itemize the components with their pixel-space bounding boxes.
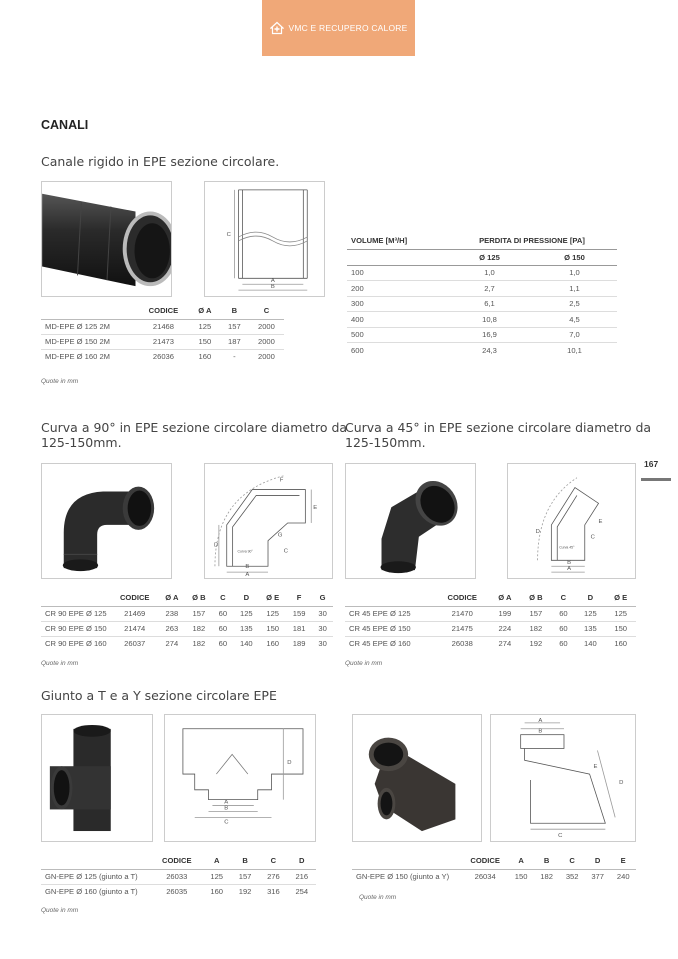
product-photo-canale	[41, 181, 172, 297]
dim-label-a: A	[224, 799, 229, 806]
dim-label-a: A	[245, 572, 250, 578]
table-row: CR 45 EPE Ø 160 26038 274 192 60 140 160	[345, 636, 636, 651]
section-title-curva90: Curva a 90° in EPE sezione circolare diametro da 125-150mm.	[41, 420, 348, 450]
table-row: GN-EPE Ø 125 (giunto a T) 26033 125 157 276 216	[41, 869, 316, 884]
dim-label-d: D	[535, 528, 540, 535]
units-note: Quote in mm	[41, 660, 79, 667]
table-header: E	[610, 852, 636, 869]
table-row: 500 16,9 7,0	[347, 327, 617, 343]
dim-label-d: D	[287, 760, 292, 767]
table-header: C	[551, 589, 575, 606]
table-header: B	[534, 852, 560, 869]
dim-label-c: C	[283, 548, 288, 555]
technical-drawing-giunto-y	[490, 714, 636, 842]
category-label: VMC E RECUPERO CALORE	[288, 23, 408, 33]
table-header: CODICE	[462, 852, 508, 869]
table-header: Ø B	[520, 589, 551, 606]
dim-label-a: A	[270, 278, 275, 285]
section-title-curva45: Curva a 45° in EPE sezione circolare diametro da 125-150mm.	[345, 420, 652, 450]
units-note: Quote in mm	[41, 907, 79, 914]
table-row: MD-EPE Ø 150 2M 21473 150 187 2000	[41, 334, 284, 349]
dim-label-c: C	[226, 232, 231, 239]
dim-label-c: C	[590, 534, 595, 541]
dim-label-c: C	[558, 833, 563, 840]
units-note: Quote in mm	[359, 894, 397, 901]
page-title: CANALI	[41, 118, 89, 132]
table-header	[345, 589, 435, 606]
table-header	[41, 302, 137, 319]
table-header: D	[233, 589, 259, 606]
table-row: CR 90 EPE Ø 160 26037 274 182 60 140 160 189 30	[41, 636, 333, 651]
dim-label-g: G	[277, 532, 283, 539]
table-header: Ø A	[158, 589, 185, 606]
table-header: D	[585, 852, 611, 869]
dim-label-d: D	[213, 542, 219, 549]
technical-drawing-curva90	[204, 463, 333, 579]
table-header: B	[220, 302, 249, 319]
table-row: 100 1,0 1,0	[347, 265, 617, 281]
table-header: PERDITA DI PRESSIONE [PA]	[447, 233, 617, 249]
table-subheader: Ø 125	[447, 249, 532, 265]
dim-label-c: C	[224, 819, 229, 826]
table-giunto-y	[352, 852, 636, 884]
product-photo-curva90	[41, 463, 172, 579]
dim-label-e: E	[598, 518, 603, 525]
units-note: Quote in mm	[41, 378, 79, 385]
table-header: G	[312, 589, 333, 606]
dim-label-a: A	[538, 717, 543, 724]
table-row: CR 90 EPE Ø 150 21474 263 182 60 135 150 181 30	[41, 621, 333, 636]
dim-label-b: B	[224, 805, 229, 812]
dim-label-d: D	[619, 779, 624, 786]
dim-label-a: A	[567, 566, 571, 573]
table-header: D	[288, 852, 316, 869]
table-row: MD-EPE Ø 160 2M 26036 160 - 2000	[41, 349, 284, 364]
table-header: Ø E	[605, 589, 636, 606]
dim-label-f: F	[279, 477, 284, 484]
table-header: CODICE	[435, 589, 489, 606]
product-photo-giunto-y	[352, 714, 482, 842]
table-header: A	[508, 852, 534, 869]
dim-label-b: B	[538, 728, 543, 735]
table-subheader: Ø 150	[532, 249, 617, 265]
drawing-caption: Curva 90°	[237, 549, 253, 554]
dim-label-b: B	[567, 560, 571, 567]
table-row: GN-EPE Ø 150 (giunto a Y) 26034 150 182 352 377 240	[352, 869, 636, 884]
table-header: Ø A	[489, 589, 520, 606]
units-note: Quote in mm	[345, 660, 383, 667]
table-header: CODICE	[151, 852, 203, 869]
table-curva90	[41, 589, 333, 651]
product-photo-giunto-t	[41, 714, 153, 842]
table-header: CODICE	[111, 589, 158, 606]
dim-label-e: E	[593, 764, 598, 771]
page-number-bar	[641, 478, 671, 481]
table-row: 400 10,8 4,5	[347, 312, 617, 328]
table-header: A	[203, 852, 231, 869]
table-header: Ø E	[259, 589, 286, 606]
technical-drawing-canale	[204, 181, 325, 297]
table-row: CR 45 EPE Ø 125 21470 199 157 60 125 125	[345, 606, 636, 621]
table-canale	[41, 302, 284, 364]
table-header: Ø A	[190, 302, 220, 319]
table-row: CR 90 EPE Ø 125 21469 238 157 60 125 125 159 30	[41, 606, 333, 621]
table-header: VOLUME [M³/H]	[347, 233, 447, 249]
section-title-canale: Canale rigido in EPE sezione circolare.	[41, 154, 280, 169]
table-header	[41, 852, 151, 869]
table-curva45	[345, 589, 636, 651]
table-row: MD-EPE Ø 125 2M 21468 125 157 2000	[41, 319, 284, 334]
technical-drawing-giunto-t	[164, 714, 316, 842]
table-header: CODICE	[137, 302, 190, 319]
product-photo-curva45	[345, 463, 476, 579]
table-header: D	[575, 589, 605, 606]
table-header	[352, 852, 462, 869]
dim-label-b: B	[270, 284, 275, 291]
table-row: 200 2,7 1,1	[347, 281, 617, 297]
table-giunto-t	[41, 852, 316, 899]
section-title-giunto: Giunto a T e a Y sezione circolare EPE	[41, 688, 277, 703]
table-header: B	[231, 852, 259, 869]
table-row: GN-EPE Ø 160 (giunto a T) 26035 160 192 316 254	[41, 884, 316, 899]
house-plus-icon	[270, 21, 284, 35]
table-header: C	[259, 852, 287, 869]
table-row: 600 24,3 10,1	[347, 343, 617, 359]
technical-drawing-curva45	[507, 463, 636, 579]
table-header	[41, 589, 111, 606]
dim-label-b: B	[245, 564, 250, 571]
table-header: C	[249, 302, 284, 319]
table-header: C	[212, 589, 233, 606]
dim-label-e: E	[313, 505, 318, 512]
drawing-caption: Curva 45°	[559, 545, 575, 550]
table-header: F	[286, 589, 312, 606]
page-number: 167	[644, 459, 659, 469]
table-row: 300 6,1 2,5	[347, 296, 617, 312]
pressure-table	[347, 233, 617, 358]
table-header: Ø B	[185, 589, 212, 606]
table-header: C	[559, 852, 585, 869]
table-row: CR 45 EPE Ø 150 21475 224 182 60 135 150	[345, 621, 636, 636]
category-tab	[262, 0, 415, 56]
